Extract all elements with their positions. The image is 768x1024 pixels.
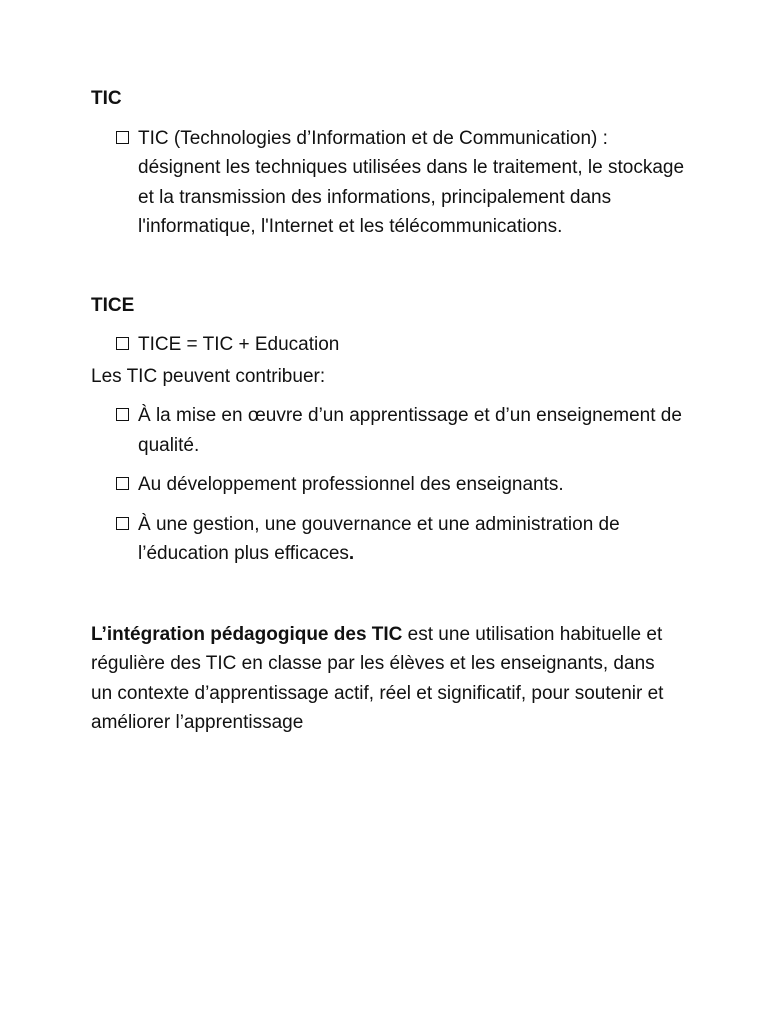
integration-rest-text: est une utilisation habituelle et régulière des TIC en classe par les élèves et les enseignants, dans un contexte d’apprentissage actif, réel et significatif, pour soutenir et améliorer l’apprentissage [91, 623, 664, 733]
heading-tice: TICE [91, 294, 135, 316]
document-page [91, 84, 691, 738]
contribution-intro: Les TIC peuvent contribuer: [91, 365, 326, 387]
integration-bold-lead: L’intégration pédagogique des TIC [91, 623, 403, 645]
integration-paragraph [91, 620, 681, 738]
checkbox-square-icon [116, 408, 129, 421]
checkbox-square-icon [116, 131, 129, 144]
list-item-tic-definition [91, 124, 691, 242]
tice-definition-text: TICE = TIC + Education [138, 334, 340, 355]
contribution-text: À la mise en œuvre d’un apprentissage et d’un enseignement de qualité. [138, 405, 682, 456]
list-item-contribution [91, 470, 691, 500]
contribution-end-period: . [348, 543, 355, 564]
list-item-contribution [91, 510, 691, 569]
checkbox-square-icon [116, 337, 129, 350]
contribution-text: À une gestion, une gouvernance et une administration de l’éducation plus efficaces [138, 513, 620, 564]
checkbox-square-icon [116, 517, 129, 530]
tic-definition-text: TIC (Technologies d’Information et de Communication) : désignent les techniques utilisées dans le traitement, le stockage et la transmission des informations, principalement dans l'informatique, l'Internet et les télécommunications. [138, 127, 685, 237]
list-item-tice-definition [91, 330, 691, 360]
checkbox-square-icon [116, 477, 129, 490]
heading-tic: TIC [91, 88, 122, 109]
list-item-contribution [91, 401, 691, 460]
contribution-text: Au développement professionnel des enseignants. [138, 474, 564, 495]
